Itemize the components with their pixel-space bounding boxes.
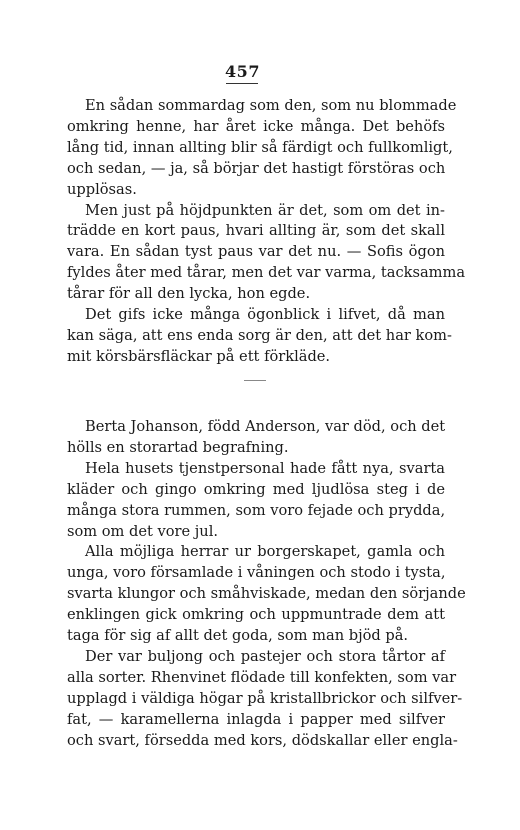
text-line: Men just på höjdpunkten är det, som om det in- bbox=[85, 201, 445, 219]
text-line: trädde en kort paus, hvari allting är, som det skall bbox=[67, 222, 445, 240]
text-line: En sådan sommardag som den, som nu blommade bbox=[85, 97, 457, 114]
text-line: enklingen gick omkring och uppmuntrade dem att bbox=[67, 606, 445, 624]
text-line: tårar för all den lycka, hon egde. bbox=[67, 285, 311, 303]
text-line: hölls en storartad begrafning. bbox=[67, 438, 289, 456]
paragraph bbox=[67, 96, 457, 201]
text-line: upplösas. bbox=[67, 180, 137, 198]
section-divider bbox=[244, 380, 266, 381]
paragraph bbox=[67, 417, 445, 459]
paragraph bbox=[67, 542, 466, 647]
text-line: Berta Johanson, född Anderson, var död, och det bbox=[85, 418, 446, 435]
text-line: många stora rummen, som voro fejade och prydda, bbox=[67, 501, 446, 519]
text-line: Hela husets tjenstpersonal hade fått nya, svarta bbox=[85, 459, 445, 477]
page-number-underline bbox=[226, 83, 258, 84]
text-line: fat, — karamellerna inlagda i papper med silfver bbox=[67, 710, 445, 728]
section-one-text bbox=[67, 96, 466, 368]
text-line: som om det vore jul. bbox=[67, 522, 219, 540]
paragraph bbox=[67, 459, 445, 543]
section-two-text bbox=[67, 417, 466, 752]
text-line: Alla möjliga herrar ur borgerskapet, gamla och bbox=[85, 543, 445, 561]
text-line: unga, voro församlade i våningen och stodo i tysta, bbox=[67, 564, 446, 582]
text-line: vara. En sådan tyst paus var det nu. — Sofis ögon bbox=[67, 243, 445, 261]
text-line: och sedan, — ja, så börjar det hastigt förstöras och bbox=[67, 159, 446, 177]
text-line: svarta klungor och småhviskade, medan den sörjande bbox=[67, 585, 466, 603]
text-line: omkring henne, har året icke många. Det behöfs bbox=[67, 117, 445, 135]
text-line: Der var buljong och pastejer och stora tårtor af bbox=[85, 647, 445, 665]
text-line: upplagd i väldiga högar på kristallbrickor och silfver- bbox=[67, 689, 463, 707]
page-number: 457 bbox=[225, 62, 260, 81]
text-line: lång tid, innan allting blir så färdigt och fullkomligt, bbox=[67, 138, 453, 156]
text-line: alla sorter. Rhenvinet flödade till konfekten, som var bbox=[67, 668, 457, 686]
paragraph bbox=[67, 305, 452, 368]
paragraph bbox=[67, 201, 466, 306]
text-line: kan säga, att ens enda sorg är den, att det har kom- bbox=[67, 326, 452, 344]
text-line: mit körsbärsfläckar på ett förkläde. bbox=[67, 347, 331, 365]
text-line: Det gifs icke många ögonblick i lifvet, då man bbox=[85, 306, 445, 324]
text-line: kläder och gingo omkring med ljudlösa steg i de bbox=[67, 480, 445, 498]
text-line: taga för sig af allt det goda, som man bjöd på. bbox=[67, 627, 409, 645]
text-line: fyldes åter med tårar, men det var varma, tacksamma bbox=[67, 264, 466, 282]
text-line: och svart, försedda med kors, dödskallar eller engla- bbox=[67, 731, 458, 749]
paragraph bbox=[67, 647, 463, 752]
